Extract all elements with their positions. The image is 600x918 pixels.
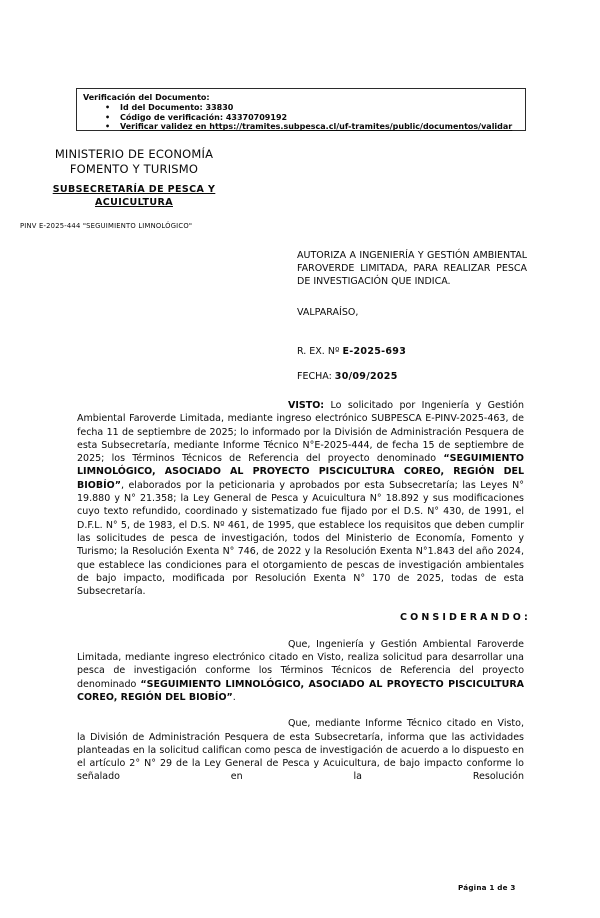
resolution-date-label: FECHA:	[297, 371, 335, 382]
ministry-line1: MINISTERIO DE ECONOMÍA	[54, 147, 214, 161]
visto-label: VISTO:	[288, 400, 325, 411]
verification-item-code: • Código de verificación: 43370709192	[83, 113, 521, 123]
resolution-body	[77, 399, 531, 797]
resolution-number-line	[297, 346, 406, 357]
verification-box-content	[83, 93, 521, 132]
page-number-indicator: Página 1 de 3	[458, 883, 516, 892]
resolution-date-value: 30/09/2025	[334, 371, 398, 382]
considerando-paragraph-2: Que, mediante Informe Técnico citado en Visto, la División de Administración Pesquera de esta Subsecretaría, informa que las actividades planteadas en la solicitud califican como pesca de investigación de acuerdo a lo dispuesto en el artículo 2° N° 29 de la Ley General de Pesca y Acuicultura, de bajo impacto conforme lo señalado en la Resolución	[77, 718, 524, 783]
considerando-heading: CONSIDERANDO:	[400, 612, 531, 624]
resolution-subject: AUTORIZA A INGENIERÍA Y GESTIÓN AMBIENTAL FAROVERDE LIMITADA, PARA REALIZAR PESCA DE INVESTIGACIÓN QUE INDICA.	[297, 250, 527, 287]
considerando-1-text: Que, Ingeniería y Gestión Ambiental Faroverde Limitada, mediante ingreso electrónico citado en Visto, realiza solicitud para desarrollar una pesca de investigación conforme los Términos Técnicos de Referencia del proyecto denominado	[77, 638, 524, 690]
project-title-bold: “SEGUIMIENTO LIMNOLÓGICO, ASOCIADO AL PROYECTO PISCICULTURA COREO, REGIÓN DEL BIOBÍO”	[77, 453, 524, 491]
project-reference: PINV E-2025-444 "SEGUIMIENTO LIMNOLÓGICO"	[20, 222, 193, 230]
visto-paragraph	[77, 399, 524, 598]
subsecretaria-name: SUBSECRETARÍA DE PESCA Y ACUICULTURA	[52, 184, 216, 208]
ministry-name	[28, 147, 240, 176]
resolution-city: VALPARAÍSO,	[297, 307, 359, 318]
verification-validation-link[interactable]: • Verificar validez en https://tramites.subpesca.cl/uf-tramites/public/documentos/validar	[83, 122, 521, 132]
visto-text-2: , elaborados por la peticionaria y aprobados por esta Subsecretaría; las Leyes N° 19.880 y N° 21.358; la Ley General de Pesca y Acuicultura N° 18.892 y sus modificaciones cuyo texto refundido, coordinado y sistematizado fue fijado por el D.S. N° 430, de 1991, el D.F.L. N° 5, de 1983, el D.S. Nº 461, de 1995, que establece los requisitos que deben cumplir las solicitudes de pesca de investigación, todos del Ministerio de Economía, Fomento y Turismo; la Resolución Exenta N° 746, de 2022 y la Resolución Exenta N°1.843 del año 2024, que establece las condiciones para el otorgamiento de pescas de investigación ambientales de bajo impacto, modificada por Resolución Exenta N° 170 de 2025, todas de esta Subsecretaría.	[77, 479, 524, 598]
letterhead	[28, 147, 240, 209]
considerando-paragraph-1	[77, 638, 524, 704]
visto-text-1: Lo solicitado por Ingeniería y Gestión Ambiental Faroverde Limitada, mediante ingreso electrónico SUBPESCA E-PINV-2025-463, de fecha 11 de septiembre de 2025; lo informado por la División de Administración Pesquera de esta Subsecretaría, mediante Informe Técnico N°E-2025-444, de fecha 15 de septiembre de 2025; los Términos Técnicos de Referencia del proyecto denominado	[77, 400, 524, 465]
resolution-number-label: R. EX. Nº	[297, 346, 343, 357]
verification-box	[76, 88, 526, 131]
resolution-number-value: E-2025-693	[342, 346, 407, 357]
considerando-1-end: .	[232, 691, 236, 703]
verification-item-document-id: • Id del Documento: 33830	[83, 103, 521, 113]
verification-title: Verificación del Documento:	[83, 92, 210, 102]
project-title-bold-2: “SEGUIMIENTO LIMNOLÓGICO, ASOCIADO AL PROYECTO PISCICULTURA COREO, REGIÓN DEL BIOBÍO”	[77, 678, 524, 703]
ministry-line2: FOMENTO Y TURISMO	[69, 161, 199, 176]
resolution-date-line	[297, 371, 398, 382]
